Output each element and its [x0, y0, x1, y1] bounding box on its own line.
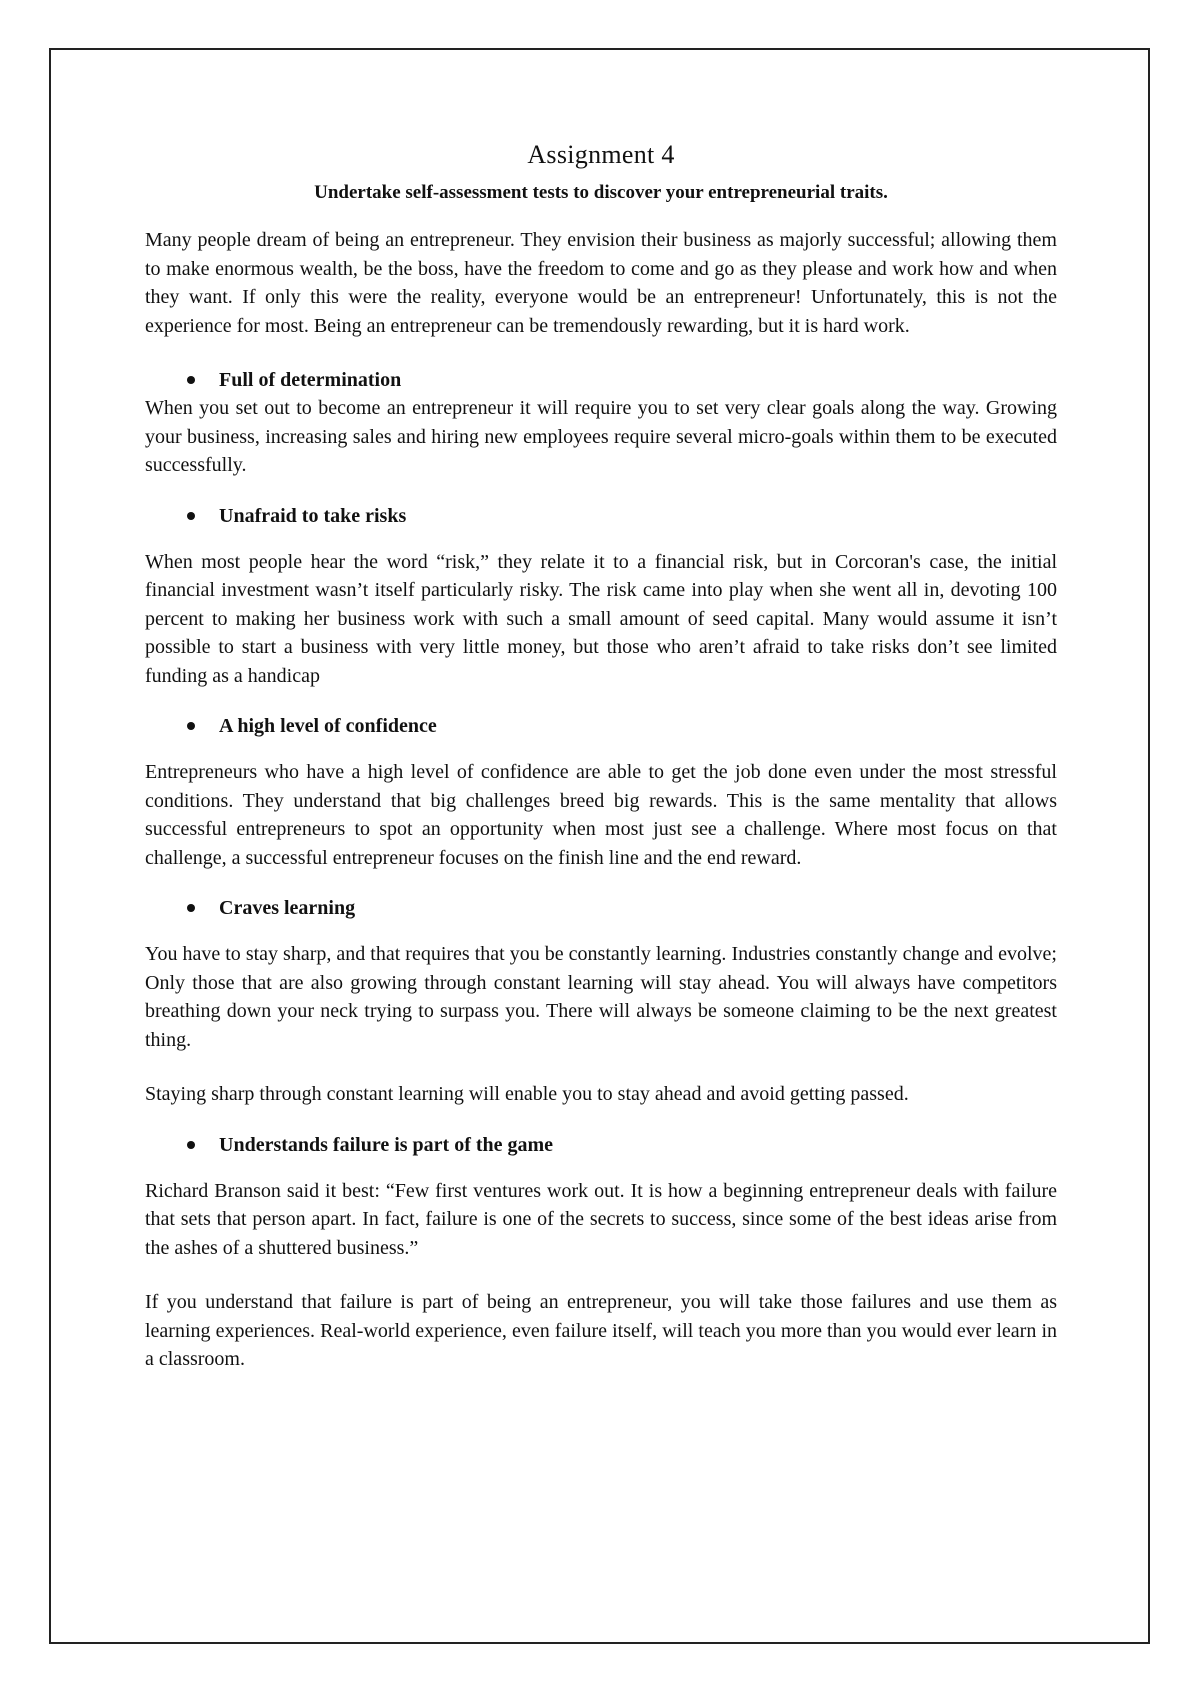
section-heading-text: Understands failure is part of the game	[219, 1133, 554, 1156]
page-subtitle: Undertake self-assessment tests to discover your entrepreneurial traits.	[314, 182, 888, 203]
bullet-icon	[187, 376, 195, 384]
section-learning	[145, 894, 1057, 1109]
section-paragraph: When you set out to become an entrepreneur it will require you to set very clear goals along the way. Growing your business, increasing sales and hiring new employees require several micro-goals within them to be executed successfully.	[145, 397, 1057, 476]
section-failure	[145, 1131, 1057, 1374]
section-paragraph: If you understand that failure is part of being an entrepreneur, you will take those failures and use them as learning experiences. Real-world experience, even failure itself, will teach you more than you would ever learn in a classroom.	[145, 1291, 1057, 1370]
page-title: Assignment 4	[527, 140, 675, 169]
section-heading	[145, 1131, 1057, 1159]
section-paragraph: When most people hear the word “risk,” they relate it to a financial risk, but in Corcoran's case, the initial financial investment wasn’t itself particularly risky. The risk came into play when she went all in, devoting 100 percent to making her business work with such a small amount of seed capital. Many would assume it isn’t possible to start a business with very little money, but those who aren’t afraid to take risks don’t see limited funding as a handicap	[145, 550, 1057, 687]
section-paragraph: Staying sharp through constant learning will enable you to stay ahead and avoid getting passed.	[145, 1083, 909, 1105]
section-confidence	[145, 712, 1057, 872]
section-heading-text: Full of determination	[219, 369, 402, 391]
section-paragraph: Entrepreneurs who have a high level of confidence are able to get the job done even under the most stressful conditions. They understand that big challenges breed big rewards. This is the same mentality that allows successful entrepreneurs to spot an opportunity when most just see a challenge. Where most focus on that challenge, a successful entrepreneur focuses on the finish line and the end reward.	[145, 761, 1057, 869]
document-body	[145, 140, 1057, 1396]
bullet-icon	[187, 1141, 195, 1149]
section-heading	[145, 366, 1057, 394]
section-risks	[145, 502, 1057, 691]
section-heading	[145, 894, 1057, 922]
section-heading	[145, 712, 1057, 740]
section-heading	[145, 502, 1057, 530]
section-determination	[145, 366, 1057, 480]
section-heading-text: A high level of confidence	[219, 715, 437, 737]
section-heading-text: Craves learning	[219, 897, 356, 919]
section-paragraph: You have to stay sharp, and that requires that you be constantly learning. Industries constantly change and evolve; Only those that are also growing through constant learning will stay ahead. You will always have competitors breathing down your neck trying to surpass you. There will always be someone claiming to be the next greatest thing.	[145, 943, 1057, 1051]
intro-paragraph: Many people dream of being an entrepreneur. They envision their business as majorly successful; allowing them to make enormous wealth, be the boss, have the freedom to come and go as they please and work how and when they want. If only this were the reality, everyone would be an entrepreneur! Unfortunately, this is not the experience for most. Being an entrepreneur can be tremendously rewarding, but it is hard work.	[145, 229, 1057, 337]
bullet-icon	[187, 904, 195, 912]
section-heading-text: Unafraid to take risks	[219, 504, 407, 527]
bullet-icon	[187, 512, 195, 520]
bullet-icon	[187, 722, 195, 730]
section-paragraph: Richard Branson said it best: “Few first ventures work out. It is how a beginning entrepreneur deals with failure that sets that person apart. In fact, failure is one of the secrets to success, since some of the best ideas arise from the ashes of a shuttered business.”	[145, 1179, 1057, 1259]
